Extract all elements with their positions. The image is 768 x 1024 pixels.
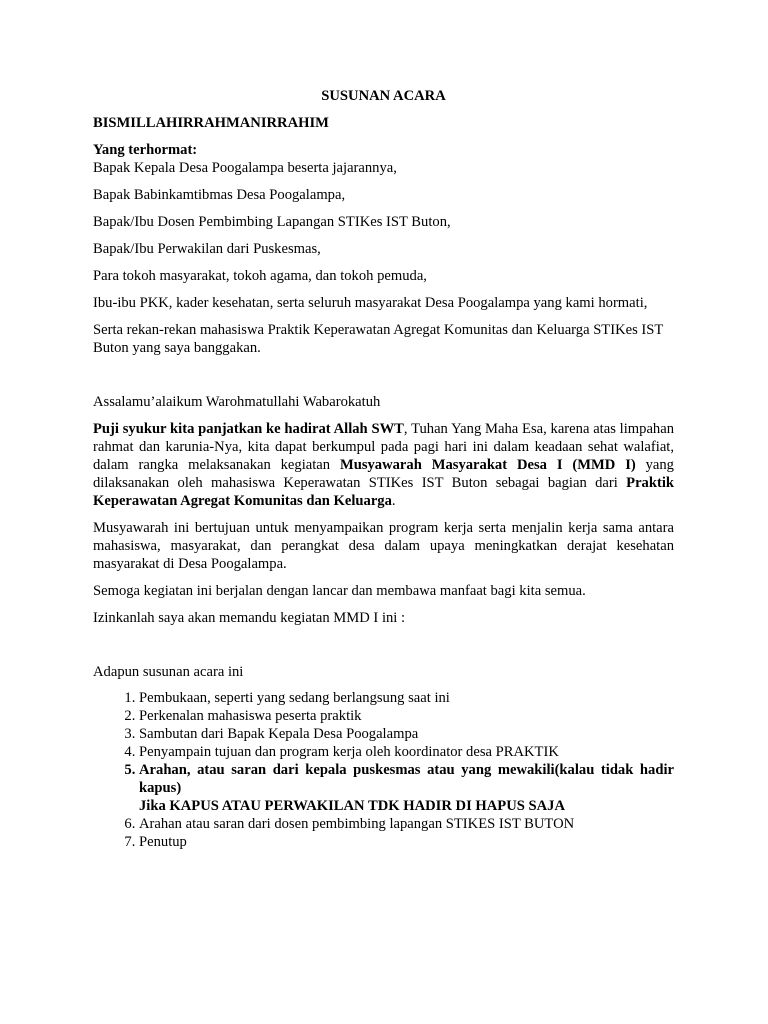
agenda-item: 3. Sambutan dari Bapak Kepala Desa Poogalampa [139,725,674,743]
paragraph-text: , Tuhan Yang Maha Esa, karena atas limpahan rahmat dan karunia-Nya, kita dapat berkumpul pada pagi hari ini dalam keadaan sehat walafiat, dalam rangka melaksanakan kegiatan [93,421,674,473]
greeting-label: Yang terhormat: [93,142,198,158]
paragraph-text: . [391,493,396,509]
agenda-item: 4. Penyampain tujuan dan program kerja oleh koordinator desa PRAKTIK [139,743,674,761]
document-title: SUSUNAN ACARA [321,88,446,104]
agenda-item-text: Arahan, atau saran dari kepala puskesmas atau yang mewakili(kalau tidak hadir kapus) [139,762,674,796]
bold-phrase: Musyawarah Masyarakat Desa I (MMD I) [339,457,636,473]
agenda-intro: Adapun susunan acara ini [93,664,244,680]
bold-phrase: Puji syukur kita panjatkan ke hadirat Allah SWT [93,421,404,437]
recipient-line: Bapak/Ibu Perwakilan dari Puskesmas, [93,241,321,257]
agenda-note: Jika KAPUS ATAU PERWAKILAN TDK HADIR DI HAPUS SAJA [139,798,566,814]
purpose-paragraph: Musyawarah ini bertujuan untuk menyampaikan program kerja serta menjalin kerja sama antara mahasiswa, masyarakat, dan perangkat desa dalam upaya meningkatkan derajat kesehatan masyarakat di Desa Poogalampa. [93,520,674,572]
spacer [93,366,674,393]
recipient-line: Para tokoh masyarakat, tokoh agama, dan tokoh pemuda, [93,268,427,284]
paragraph-text: yang dilaksanakan oleh mahasiswa Keperawatan STIKes IST Buton sebagai bagian dari [93,457,674,491]
agenda-item: 1. Pembukaan, seperti yang sedang berlangsung saat ini [139,689,674,707]
agenda-item: 7. Penutup [139,833,674,851]
recipient-line: Ibu-ibu PKK, kader kesehatan, serta seluruh masyarakat Desa Poogalampa yang kami hormati, [93,295,648,311]
agenda-list [93,689,674,851]
recipient-line: Serta rekan-rekan mahasiswa Praktik Keperawatan Agregat Komunitas dan Keluarga STIKes IST Buton yang saya banggakan. [93,322,664,356]
recipient-line: Bapak Kepala Desa Poogalampa beserta jajarannya, [93,160,397,176]
spacer [93,627,674,663]
hope-paragraph: Semoga kegiatan ini berjalan dengan lancar dan membawa manfaat bagi kita semua. [93,583,586,599]
agenda-item: 2. Perkenalan mahasiswa peserta praktik [139,707,674,725]
opening-paragraph [93,420,674,510]
basmalah: BISMILLAHIRRAHMANIRRAHIM [93,115,329,131]
agenda-item [139,761,674,815]
bold-phrase: Praktik Keperawatan Agregat Komunitas dan Keluarga [93,475,674,509]
document-body [93,87,674,851]
guide-paragraph: Izinkanlah saya akan memandu kegiatan MMD I ini : [93,610,406,626]
agenda-item: 6. Arahan atau saran dari dosen pembimbing lapangan STIKES IST BUTON [139,815,674,833]
recipient-line: Bapak Babinkamtibmas Desa Poogalampa, [93,187,346,203]
recipient-line: Bapak/Ibu Dosen Pembimbing Lapangan STIKes IST Buton, [93,214,451,230]
salam: Assalamu’alaikum Warohmatullahi Wabarokatuh [93,394,381,410]
